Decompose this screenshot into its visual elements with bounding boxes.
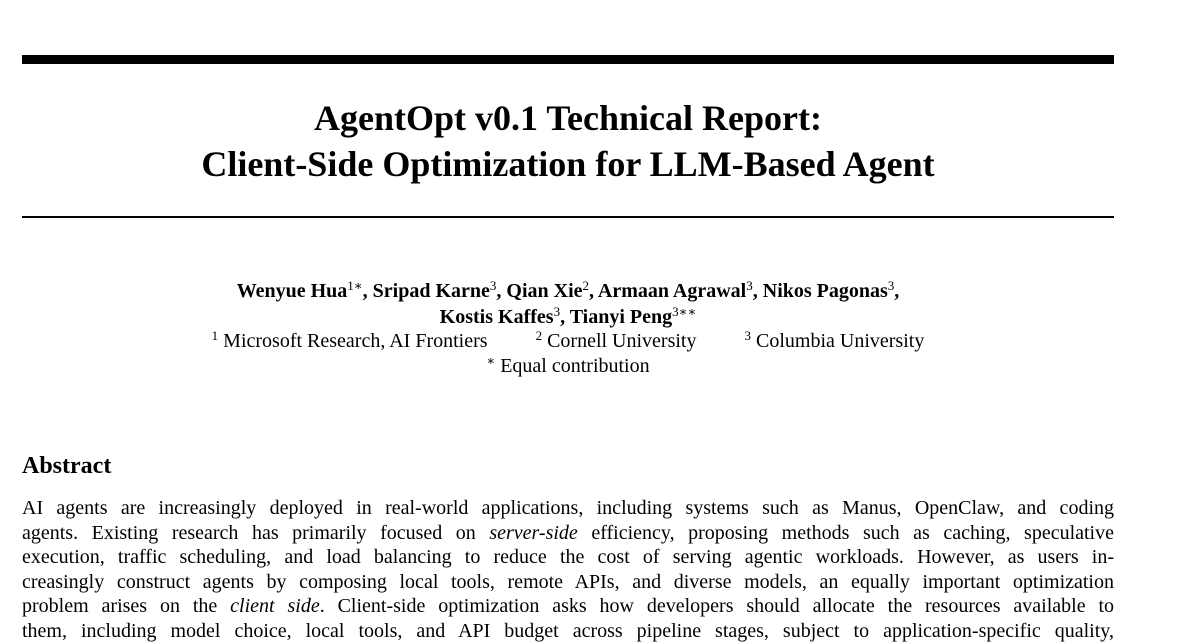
top-rule — [22, 55, 1114, 64]
abstract-text: . Client-side optimization asks how developers should allocate the resources available to — [320, 595, 1114, 617]
author-sep: , — [363, 280, 373, 302]
author-sep: , — [753, 280, 763, 302]
abstract-emphasis: client side — [230, 595, 320, 617]
abstract-body — [22, 496, 1114, 643]
equal-contribution-note — [22, 354, 1114, 380]
abstract-line — [22, 496, 1114, 521]
abstract-line — [22, 594, 1114, 619]
affiliation-name: Microsoft Research, AI Frontiers — [223, 330, 487, 352]
title-line-1: AgentOpt v0.1 Technical Report: — [22, 95, 1114, 141]
affiliation — [745, 329, 925, 355]
abstract-emphasis: server-side — [489, 522, 577, 544]
abstract-text: AI agents are increasingly deployed in real-world applications, including systems such as Manus, OpenClaw, and coding — [22, 497, 1114, 519]
title-bottom-rule — [22, 216, 1114, 218]
affiliation-mark: 2 — [536, 328, 543, 343]
affiliation-name: Columbia University — [756, 330, 924, 352]
equal-contribution-mark: ∗ — [486, 353, 495, 368]
abstract-line — [22, 521, 1114, 546]
affiliation — [536, 329, 697, 355]
author-name: Sripad Karne — [373, 280, 490, 302]
author-name: Armaan Agrawal — [598, 280, 746, 302]
abstract-text: execution, traffic scheduling, and load balancing to reduce the cost of serving agentic workloads. However, as users in- — [22, 546, 1114, 568]
abstract-text: them, including model choice, local tools, and API budget across pipeline stages, subject to application-specific quality, — [22, 620, 1114, 642]
author-mark: 3 — [490, 278, 497, 293]
abstract-text: agents. Existing research has primarily focused on — [22, 522, 489, 544]
affiliation-mark: 3 — [745, 328, 752, 343]
author-mark: 3 — [746, 278, 753, 293]
author-mark: 2 — [583, 278, 590, 293]
author-sep: , — [589, 280, 598, 302]
author-sep: , — [560, 306, 570, 328]
author-mark: 1∗ — [347, 278, 362, 293]
abstract-text: creasingly construct agents by composing local tools, remote APIs, and diverse models, an equally important optimization — [22, 571, 1114, 593]
author-mark: 3 — [554, 304, 561, 319]
author-list — [22, 279, 1114, 331]
equal-contribution-text: Equal contribution — [500, 355, 649, 377]
affiliation-mark: 1 — [212, 328, 219, 343]
title-line-2: Client-Side Optimization for LLM-Based Agent — [22, 141, 1114, 187]
author-name: Kostis Kaffes — [440, 306, 554, 328]
author-line-1 — [22, 279, 1114, 305]
affiliations — [22, 329, 1114, 355]
affiliation-name: Cornell University — [547, 330, 696, 352]
author-name: Nikos Pagonas — [763, 280, 888, 302]
abstract-text: efficiency, proposing methods such as caching, speculative — [578, 522, 1114, 544]
author-mark: 3 — [888, 278, 895, 293]
affiliation — [212, 329, 488, 355]
abstract-line — [22, 619, 1114, 643]
paper-title — [22, 95, 1114, 187]
abstract-line — [22, 570, 1114, 595]
author-name: Tianyi Peng — [570, 306, 672, 328]
abstract-line — [22, 545, 1114, 570]
abstract-heading: Abstract — [22, 451, 111, 481]
author-line-2 — [22, 305, 1114, 331]
author-sep: , — [496, 280, 506, 302]
author-sep: , — [894, 280, 899, 302]
author-name: Wenyue Hua — [237, 280, 348, 302]
abstract-text: problem arises on the — [22, 595, 230, 617]
author-mark: 3∗∗ — [672, 304, 696, 319]
author-name: Qian Xie — [506, 280, 582, 302]
